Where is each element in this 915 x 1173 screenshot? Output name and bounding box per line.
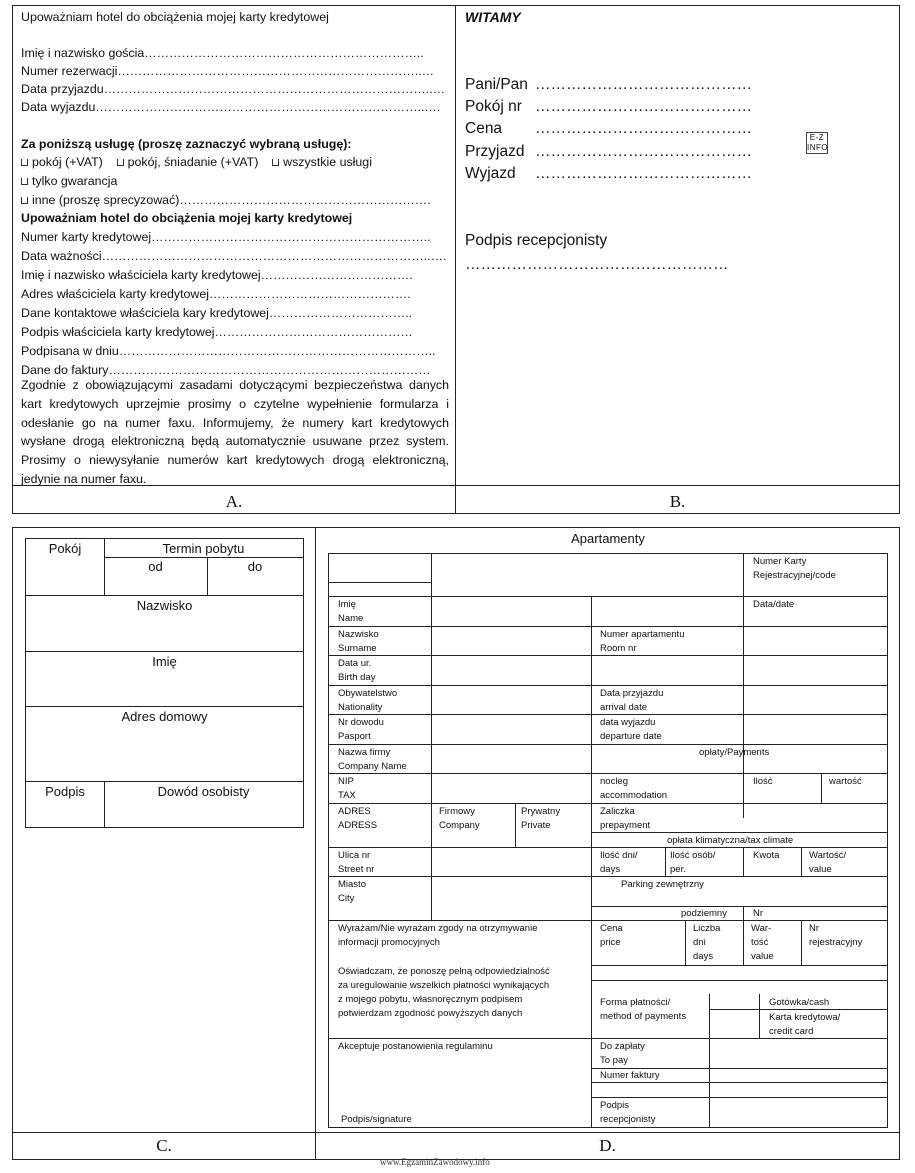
label-credit: Karta kredytowa/ credit card xyxy=(769,1012,841,1037)
a-field: Adres właściciela karty kredytowej…………………………………………. xyxy=(21,287,411,301)
checkbox-icon[interactable] xyxy=(21,159,28,166)
b-row: Cena …………………………………… xyxy=(465,120,752,137)
footer-watermark: www.EgzaminZawodowy.info xyxy=(380,1157,490,1167)
service-options-row: pokój (+VAT) pokój, śniadanie (+VAT) wszystkie usługi xyxy=(21,155,372,169)
a-field: Numer rezerwacji………………………………………………………………..… xyxy=(21,64,435,78)
label-reception: Podpis recepcjonisty xyxy=(600,1100,656,1125)
label-days: Ilość dni/ days xyxy=(600,850,638,875)
a-field: Podpisana w dniu………………………………………………………………….. xyxy=(21,344,436,358)
authorize-heading: Upoważniam hotel do obciążenia mojej karty kredytowej xyxy=(21,211,353,225)
stay-label: Termin pobytu xyxy=(162,541,245,556)
label-birthday: Data ur. Birth day xyxy=(338,658,376,683)
label-price: Cena price xyxy=(600,923,623,948)
divider xyxy=(316,1132,899,1133)
a-field: Numer karty kredytowej………………………………………………………….. xyxy=(21,230,431,244)
checkbox-icon[interactable] xyxy=(272,159,279,166)
address-label: Adres domowy xyxy=(121,709,208,724)
divider xyxy=(13,485,455,486)
b-row: Pani/Pan …………………………………… xyxy=(465,76,752,93)
b-row: Pokój nr …………………………………… xyxy=(465,98,752,115)
label-accept: Akceptuje postanowienia regulaminu xyxy=(338,1041,493,1052)
label-signature: Podpis/signature xyxy=(341,1114,412,1125)
from-label: od xyxy=(148,559,163,574)
label-value: wartość xyxy=(829,776,862,787)
label-payments: opłaty/Payments xyxy=(699,747,770,758)
label-apartment: Numer apartamentu Room nr xyxy=(600,629,685,654)
apartment-form xyxy=(328,553,888,1128)
panel-d xyxy=(316,527,900,1160)
card-number-label: Numer Karty Rejestracyjnej/code xyxy=(753,556,836,581)
label-value2: Wartość/ value xyxy=(809,850,847,875)
panel-b xyxy=(456,5,900,514)
label-war-value: War- tość value xyxy=(751,923,774,962)
b-row: Wyjazd …………………………………… xyxy=(465,165,752,182)
divider xyxy=(13,1132,315,1133)
reception-signature-label: Podpis recepcjonisty xyxy=(465,232,608,249)
label-city: Miasto City xyxy=(338,879,366,904)
b-row: Przyjazd …………………………………… xyxy=(465,143,752,160)
caption-c: C. xyxy=(156,1136,172,1155)
checkbox-icon[interactable] xyxy=(117,159,124,166)
label-pay-form: Forma płatności/ method of payments xyxy=(600,997,687,1022)
label-persons: Ilość osób/ per. xyxy=(670,850,716,875)
service-option: inne (proszę sprecyzować)……………………………………………………. xyxy=(21,193,431,207)
checkbox-icon[interactable] xyxy=(21,178,28,185)
label-departure: data wyjazdu departure date xyxy=(600,717,662,742)
label-qty: Ilość xyxy=(753,776,773,787)
label-climate: opłata klimatyczna/tax climate xyxy=(667,835,794,846)
label-invoice: Numer faktury xyxy=(600,1070,660,1081)
a-field: Dane do faktury…………………………………………………………………… xyxy=(21,363,431,377)
label-private: Prywatny Private xyxy=(521,806,561,831)
a-field: Data przyjazdu……………………………………………………………………..… xyxy=(21,82,446,96)
caption-a: A. xyxy=(225,492,243,511)
a-field: Data ważności……………………………………………………………………..…. xyxy=(21,249,447,263)
panel-c xyxy=(12,527,316,1160)
to-label: do xyxy=(247,559,263,574)
divider xyxy=(456,485,899,486)
label-num-days: Liczba dni days xyxy=(693,923,721,962)
declaration-text: Oświadczam, że ponoszę pełną odpowiedzialność za uregulowanie wszelkich płatności wynikających z mojego pobytu, własnoręcznym podpisem potwierdzam zgodność powyższych danych xyxy=(338,966,550,1019)
a-field: Podpis właściciela karty kredytowej………………………………………… xyxy=(21,325,413,339)
label-amount: Kwota xyxy=(753,850,780,861)
label-passport: Nr dowodu Pasport xyxy=(338,717,384,742)
service-heading: Za poniższą usługę (proszę zaznaczyć wybraną usługę): xyxy=(21,137,352,151)
a-paragraph: Zgodnie z obowiązującymi zasadami dotyczącymi bezpieczeństwa danych kart kredytowych uprzejmie prosimy o czytelne wypełnienie formularza i odesłanie go na numer faxu. Informujemy, że numery kart kredytowych wysłane drogą elektroniczną będą automatycznie usuwane przez system. Prosimy o niewysyłanie numerów kart kredytowych drogą elektroniczną, jedynie na numer faxu. xyxy=(21,378,449,486)
label-arrival: Data przyjazdu arrival date xyxy=(600,688,664,713)
label-date: Data/date xyxy=(753,599,795,610)
a-field: Imię i nazwisko gościa………………………………………………………….. xyxy=(21,46,424,60)
label-tax: NIP TAX xyxy=(338,776,356,801)
service-option: tylko gwarancja xyxy=(21,174,117,188)
reception-signature-dots: …………………………………………… xyxy=(465,256,729,273)
label-cash: Gotówka/cash xyxy=(769,997,830,1008)
label-street: Ulica nr Street nr xyxy=(338,850,375,875)
label-address: ADRES ADRESS xyxy=(338,806,378,831)
label-to-pay: Do zapłaty To pay xyxy=(600,1041,645,1066)
consent-text: Wyrażam/Nie wyrażam zgody na otrzymywanie informacji promocyjnych xyxy=(338,923,538,948)
checkbox-icon[interactable] xyxy=(21,197,28,204)
panel-a xyxy=(12,5,456,514)
caption-d: D. xyxy=(599,1136,616,1155)
label-advance: Zaliczka prepayment xyxy=(600,806,651,831)
a-field: Data wyjazdu……………………………………………………………………..…. xyxy=(21,100,441,114)
a-header: Upoważniam hotel do obciążenia mojej karty kredytowej xyxy=(21,10,329,24)
caption-b: B. xyxy=(669,492,686,511)
label-nr: Nr xyxy=(753,908,764,919)
a-field: Imię i nazwisko właściciela karty kredytowej………………………………. xyxy=(21,268,413,282)
room-label: Pokój xyxy=(48,541,82,556)
label-parking-out: Parking zewnętrzny xyxy=(621,879,704,890)
label-company: Nazwa firmy Company Name xyxy=(338,747,407,772)
id-card-label: Dowód osobisty xyxy=(157,784,250,799)
ezinfo-badge-icon: E-Z INFO xyxy=(807,133,829,152)
apartments-title: Apartamenty xyxy=(571,531,645,546)
signature-label: Podpis xyxy=(45,784,85,799)
surname-label: Nazwisko xyxy=(136,598,193,613)
a-field: Dane kontaktowe właściciela kary kredytowej…………………………….. xyxy=(21,306,413,320)
label-lodging: nocleg accommodation xyxy=(600,776,668,801)
registration-card xyxy=(25,538,304,828)
label-parking-under: podziemny xyxy=(681,908,727,919)
label-surname: Nazwisko Surname xyxy=(338,629,379,654)
label-firm: Firmowy Company xyxy=(439,806,480,831)
label-name: Imię Name xyxy=(338,599,364,624)
label-reg-nr: Nr rejestracyjny xyxy=(809,923,863,948)
welcome-title: WITAMY xyxy=(465,9,521,25)
label-nationality: Obywatelstwo Nationality xyxy=(338,688,398,713)
name-label: Imię xyxy=(152,654,177,669)
